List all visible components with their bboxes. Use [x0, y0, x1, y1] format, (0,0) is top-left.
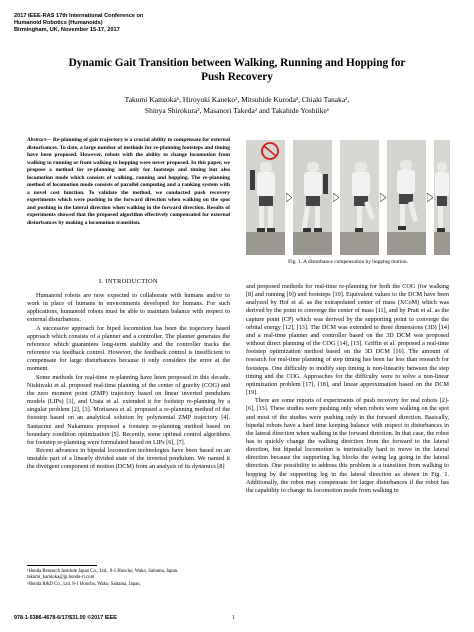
left-column-body: [27, 292, 230, 471]
figure-frame-5: [434, 140, 450, 255]
robot-image: [340, 140, 379, 255]
robot-image: [246, 140, 285, 255]
figure-frame-1: [246, 140, 285, 255]
footnotes: [27, 569, 230, 588]
paragraph: and proposed methods for real-time re-planning for both the COG (for walking [8] and running [9]) and footsteps [10]. Equivalent values to the DCM have been analyzed by Hof et al. as the extrapolated center of mass (XCoM) which was derived by the point to converge the center of mass [11], and by Pratt et al. as the capture point (CP) which was derived by the supporting point to converge the orbital energy [12], [13]. The DCM was extended to three dimensions (3D) [14] and a real-time planner and controller based on the 3D DCM was proposed without direct planning of the COG [14], [15]. Griffin et al. proposed a real-time footstep optimization method based on the 3D DCM [16]. The amount of research for real-time planning of step timing has been far less than research for footsteps. One difficulty to modify step timing is non-linearity between the step timing and the COG. Approaches for the difficulty were to solve a non-linear optimization problem [17], [18], and linear approximation based on the DCM [19].: [246, 283, 449, 397]
abstract-lead: Abstract—: [27, 137, 52, 143]
figure-frame-2: [293, 140, 332, 255]
right-column-body: [246, 283, 449, 495]
robot-image: [293, 140, 332, 255]
author-list: [30, 95, 444, 116]
paragraph: There are some reports of experiments of push recovery for real robots [2]-[6], [13]. These studies were pushing only when robots were walking on the spot and most of the studies were pushing only in the forward direction. Basically, bipedal robots have a hard time keeping balance with respect to disturbances in the lateral direction when walking in the forward direction. In that case, the robot has to quickly change the walking direction from the forward to the lateral direction, but bipedal locomotion is intrinsically hard to move in the lateral direction because the supporting leg blocks the swing leg going in the lateral direction. One possibility to address this problem is a transition from walking to hopping by the supporting leg in the lateral direction as shown in Fig. 1. Additionally, the robot may compensate for larger disturbances if the robot has the capability to change its locomotion mode from walking to: [246, 397, 449, 494]
footnote-rule: [27, 565, 97, 566]
paragraph: Humanoid robots are now expected to collaborate with humans and/or to work in place of humans in environments developed for humans. For such applications, humanoid robots must be able to maintain balance with respect to external disturbances.: [27, 292, 230, 324]
abstract: [27, 137, 230, 228]
authors-line-1: Takumi Kamioka¹, Hiroyuki Kaneko², Mitsuhide Kuroda², Chiaki Tanaka²,: [124, 95, 350, 104]
figure-frame-4: [387, 140, 426, 255]
title-line-2: Push Recovery: [201, 71, 273, 83]
sequence-arrow-icon: [333, 193, 339, 202]
conference-line-3: Birmingham, UK, November 15-17, 2017: [14, 27, 120, 34]
footnote-2: ²Honda R&D Co., Ltd. 8-1 Honcho, Wako, Saitama, Japan.: [27, 581, 141, 587]
conference-header: [14, 13, 254, 35]
abstract-text: Re-planning of gait trajectory is a crucial ability to compensate for external disturbances. To date, a large number of methods for re-planning footsteps and timing have been proposed. However, robots with the ability to change locomotion from walking to running or from walking to hopping were never proposed. In this paper, we propose a method for re-planning not only for footsteps and timing but also locomotion mode which consists of walking, running and hopping. The re-planning method of locomotion mode consists of parallel computing and a ranking system with a novel cost function. To validate the method, we conducted push recovery experiments which were pushing in the forward direction when walking on the spot and pushing in the lateral direction when walking in the forward direction. Results of experiments showed that the proposed algorithm effectively compensated for external disturbances by making a locomotion transition.: [27, 137, 230, 227]
authors-line-2: Shinya Shirokura², Masanori Takeda² and Takahide Yoshiike¹: [144, 105, 330, 115]
section-heading-introduction: I. INTRODUCTION: [98, 278, 159, 285]
figure-caption: Fig. 1. A disturbance compensation by hopping motion.: [288, 259, 408, 265]
sequence-arrow-icon: [427, 193, 433, 202]
paper-title: [20, 56, 454, 84]
figure-robot-hopping: [246, 140, 450, 255]
robot-image: [434, 140, 450, 255]
footnote-1: ¹Honda Research Institute Japan Co., Ltd., 8-1 Honcho, Wako, Saitama, Japan. takumi_kamioka@jp.honda-ri.com: [27, 569, 179, 581]
sequence-arrow-icon: [286, 193, 292, 202]
paragraph: Some methods for real-time re-planning have been proposed in this decade. Nishiwaki et al. proposed real-time planning of the center of gravity (COG) and the zero moment point (ZMP) trajectory based on linear inverted pendulum models (LIPs) [1], and Urata et al. extended it for footstep re-planning by a singular problem [2], [3]. Morisawa et al. proposed a re-planning method of the footstep based on an analytical solution by polynomial ZMP trajectory [4]. Santacruz and Nakamura proposed a footstep re-planning method based on boundary condition optimization [5]. Recently, some optimal control algorithms for footstep re-planning were formulated based on LIPs [6], [7].: [27, 373, 230, 446]
title-line-1: Dynamic Gait Transition between Walking, Running and Hopping for: [68, 57, 406, 69]
conference-line-2: Humanoid Robotics (Humanoids): [14, 20, 103, 27]
conference-line-1: 2017 IEEE-RAS 17th International Conference on: [14, 13, 144, 19]
robot-image: [387, 140, 426, 255]
sequence-arrow-icon: [380, 193, 386, 202]
paragraph: Recent advances in bipedal locomotion technologies have been based on an unstable part of a linearly divided state of the inverted pendulum. We named it the divergent component of motion (DCM) from an analysis of its dynamics [8]: [27, 446, 230, 471]
isbn-footer: 978-1-5386-4678-6/17/$31.00 ©2017 IEEE: [14, 615, 117, 621]
figure-frame-3: [340, 140, 379, 255]
paragraph: A successive approach for biped locomotion has been the trajectory based approach which consists of a planner and a controller. The planner generates the reference which guarantees long-term stability and the controller tracks the reference via feedback control. However, the feedback control is insufficient to compensate for large disturbances because it only considers the error at the moment.: [27, 324, 230, 373]
page-number: 1: [232, 615, 235, 621]
